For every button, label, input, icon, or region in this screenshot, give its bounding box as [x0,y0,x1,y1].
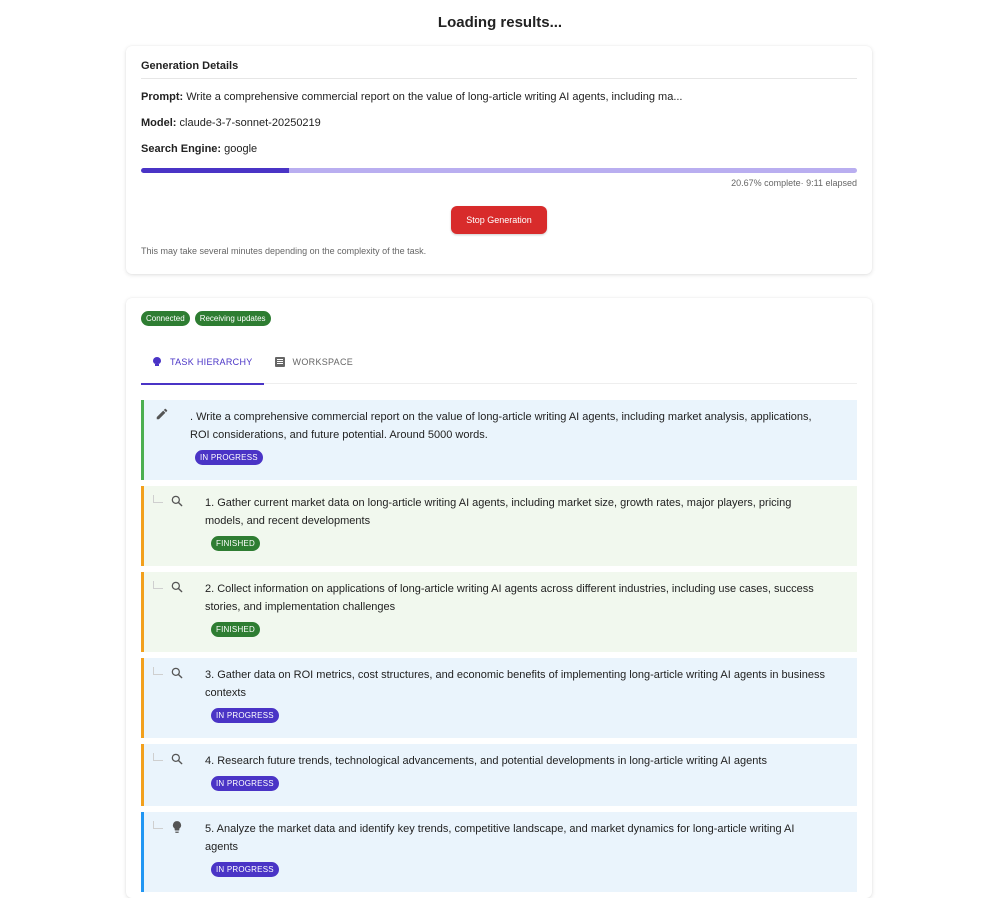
prompt-value: Write a comprehensive commercial report on the value of long-article writing AI agents, including ma... [186,91,683,103]
tab-workspace[interactable] [264,340,365,384]
model-value: claude-3-7-sonnet-20250219 [179,117,321,129]
tab-label: TASK HIERARCHY [170,357,253,367]
pencil-icon [155,407,169,421]
tab-task-hierarchy[interactable] [141,340,264,384]
tree-connector [153,821,163,829]
status-badge: IN PROGRESS [211,708,279,723]
hint-text: This may take several minutes depending on the complexity of the task. [141,246,427,256]
model-detail [141,117,321,129]
status-badge: IN PROGRESS [211,862,279,877]
task-text: . Write a comprehensive commercial report on the value of long-article writing AI agents, including market analysis, applications, ROI considerations, and future potential. Around 5000 words. [190,411,812,441]
progress-text: 20.67% complete· 9:11 elapsed [731,178,857,188]
tree-connector [153,753,163,761]
receiving-updates-badge: Receiving updates [195,311,271,326]
search-engine-detail [141,143,257,155]
lightbulb-icon [170,820,184,834]
connected-badge: Connected [141,311,190,326]
tree-connector [153,581,163,589]
task-item-1[interactable] [141,486,857,566]
task-text: 1. Gather current market data on long-article writing AI agents, including market size, growth rates, major players, pricing models, and recent developments [205,497,792,527]
status-badge: IN PROGRESS [211,776,279,791]
progress-bar [141,168,857,173]
lightbulb-icon [152,357,162,367]
model-label: Model: [141,117,177,129]
search-engine-value: google [224,143,258,155]
tree-connector [153,667,163,675]
tab-label: WORKSPACE [292,357,354,367]
search-icon [170,666,184,680]
prompt-detail [141,91,683,103]
task-item-3[interactable] [141,658,857,738]
search-icon [170,494,184,508]
task-root[interactable] [141,400,857,480]
stop-generation-button[interactable]: Stop Generation [451,206,547,234]
task-text: 5. Analyze the market data and identify key trends, competitive landscape, and market dynamics for long-article writing AI agents [205,823,795,853]
status-badge: IN PROGRESS [195,450,263,465]
tree-connector [153,495,163,503]
status-badge: FINISHED [211,536,260,551]
task-item-4[interactable] [141,744,857,806]
search-engine-label: Search Engine: [141,143,222,155]
task-panel-card [126,298,872,898]
task-text: 3. Gather data on ROI metrics, cost structures, and economic benefits of implementing long-article writing AI agents in business contexts [205,669,825,699]
connection-badges [141,311,271,326]
task-item-2[interactable] [141,572,857,652]
task-text: 2. Collect information on applications of long-article writing AI agents across different industries, including use cases, success stories, and implementation challenges [205,583,814,613]
article-icon [275,357,285,367]
search-icon [170,580,184,594]
page-title: Loading results... [437,14,563,31]
progress-fill [141,168,289,173]
search-icon [170,752,184,766]
prompt-label: Prompt: [141,91,184,103]
section-title: Generation Details [141,60,857,79]
tab-bar [141,340,857,384]
status-badge: FINISHED [211,622,260,637]
task-item-5[interactable] [141,812,857,892]
generation-details-card [126,46,872,274]
task-text: 4. Research future trends, technological advancements, and potential developments in long-article writing AI agents [205,755,767,767]
